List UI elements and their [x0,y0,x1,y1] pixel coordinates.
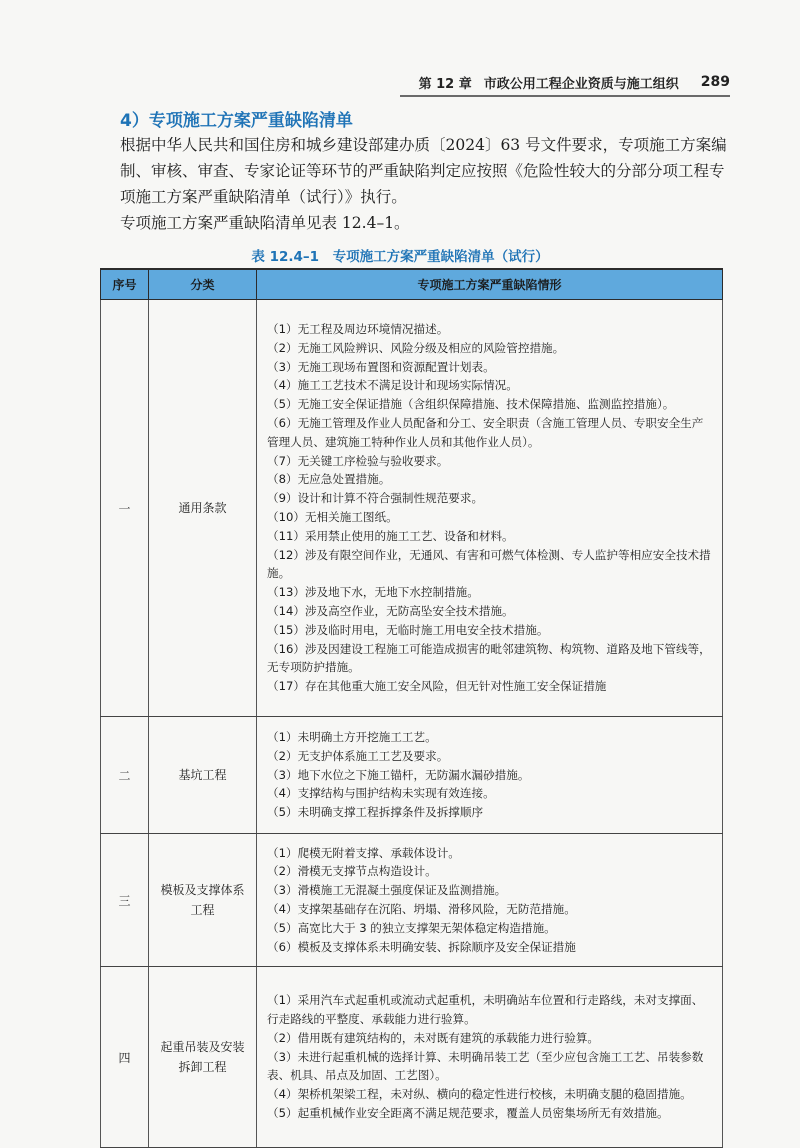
defect-item: （2）滑模无支撑节点构造设计。 [267,864,437,879]
row-items [257,834,723,967]
header-category: 分类 [149,269,257,300]
row-number: 二 [101,717,149,834]
defect-item: （16）涉及因建设工程施工可能造成损害的毗邻建筑物、构筑物、道路及地下管线等，无专项防护措施。 [267,641,711,675]
chapter-label: 第 12 章 [418,76,472,92]
defect-item: （3）无施工现场布置图和资源配置计划表。 [267,359,495,374]
defect-item: （3）未进行起重机械的选择计算、未明确吊装工艺（至少应包含施工工艺、吊装参数表、机具、吊点及加固、工艺图）。 [267,1049,704,1083]
table-row [101,300,723,717]
defect-item: （9）设计和计算不符合强制性规范要求。 [267,491,484,506]
defect-item: （3）滑模施工无混凝土强度保证及监测措施。 [267,883,507,898]
defect-item: （3）地下水位之下施工锚杆，无防漏水漏砂措施。 [267,767,530,782]
defect-item: （1）采用汽车式起重机或流动式起重机，未明确站车位置和行走路线，未对支撑面、行走路线的平整度、承载能力进行验算。 [267,993,704,1026]
defect-item: （5）未明确支撑工程拆撑条件及拆撑顺序 [267,805,484,820]
table-row [101,967,723,1148]
table-caption: 表 12.4–1 专项施工方案严重缺陷清单（试行） [251,249,549,265]
defect-item: （8）无应急处置措施。 [267,472,391,487]
header-defects: 专项施工方案严重缺陷情形 [257,269,723,300]
defect-item: （1）未明确土方开挖施工工艺。 [267,730,437,744]
defect-item: （7）无关键工序检验与验收要求。 [267,453,449,468]
row-items [257,300,723,717]
body-paragraph: 专项施工方案严重缺陷清单见表 12.4–1。 [120,214,410,232]
defect-item: （6）无施工管理及作业人员配备和分工、安全职责（含施工管理人员、专职安全生产管理人员、建筑施工特种作业人员和其他作业人员）。 [267,416,704,449]
section-title: 4）专项施工方案严重缺陷清单 [120,111,353,131]
defect-item: （4）施工工艺技术不满足设计和现场实际情况。 [267,378,518,393]
row-items [257,717,723,834]
running-header [400,70,730,94]
chapter-title: 市政公用工程企业资质与施工组织 [483,76,679,92]
defect-item: （6）模板及支撑体系未明确安装、拆除顺序及安全保证措施 [267,939,576,954]
defect-item: （4）架桥机架梁工程，未对纵、横向的稳定性进行校核，未明确支腿的稳固措施。 [267,1087,692,1102]
defect-item: （5）高宽比大于 3 的独立支撑架无架体稳定构造措施。 [267,920,556,935]
row-number: 四 [101,967,149,1148]
defect-item: （12）涉及有限空间作业，无通风、有害和可燃气体检测、专人监护等相应安全技术措施。 [267,547,711,581]
defect-item: （10）无相关施工图纸。 [267,510,398,524]
defect-item: （5）无施工安全保证措施（含组织保障措施、技术保障措施、监测监控措施）。 [267,397,675,412]
defect-item: （11）采用禁止使用的施工工艺、设备和材料。 [267,528,514,543]
row-category: 起重吊装及安装拆卸工程 [149,967,257,1148]
row-category: 通用条款 [149,300,257,717]
row-number: 一 [101,300,149,717]
defect-item: （4）支撑结构与围护结构未实现有效连接。 [267,786,495,801]
defect-item: （4）支撑架基础存在沉陷、坍塌、滑移风险，无防范措施。 [267,902,576,916]
defect-item: （1）无工程及周边环境情况描述。 [267,322,449,337]
page-number: 289 [700,74,730,90]
header-rule [400,95,730,97]
table-row [101,717,723,834]
row-number: 三 [101,834,149,967]
defect-item: （2）借用既有建筑结构的，未对既有建筑的承载能力进行验算。 [267,1030,600,1045]
defect-item: （15）涉及临时用电，无临时施工用电安全技术措施。 [267,622,549,637]
body-paragraph: 根据中华人民共和国住房和城乡建设部建办质〔2024〕63 号文件要求，专项施工方案编制、审核、审查、专家论证等环节的严重缺陷判定应按照《危险性较大的分部分项工程专项施工方案严重缺陷清单（试行）》执行。 [120,136,727,206]
defect-item: （13）涉及地下水，无地下水控制措施。 [267,585,479,600]
header-num: 序号 [101,269,149,300]
defect-item: （17）存在其他重大施工安全风险，但无针对性施工安全保证措施 [267,679,607,694]
defect-item: （5）起重机械作业安全距离不满足规范要求，覆盖人员密集场所无有效措施。 [267,1105,669,1120]
row-items [257,967,723,1148]
defects-table [100,268,723,1148]
row-category: 基坑工程 [149,717,257,834]
table-header-row [101,269,723,300]
defect-item: （14）涉及高空作业，无防高坠安全技术措施。 [267,603,514,618]
row-category: 模板及支撑体系工程 [149,834,257,967]
defect-item: （2）无施工风险辨识、风险分级及相应的风险管控措施。 [267,340,565,355]
defect-item: （2）无支护体系施工工艺及要求。 [267,748,449,763]
defect-item: （1）爬模无附着支撑、承载体设计。 [267,845,460,860]
table-row [101,834,723,967]
